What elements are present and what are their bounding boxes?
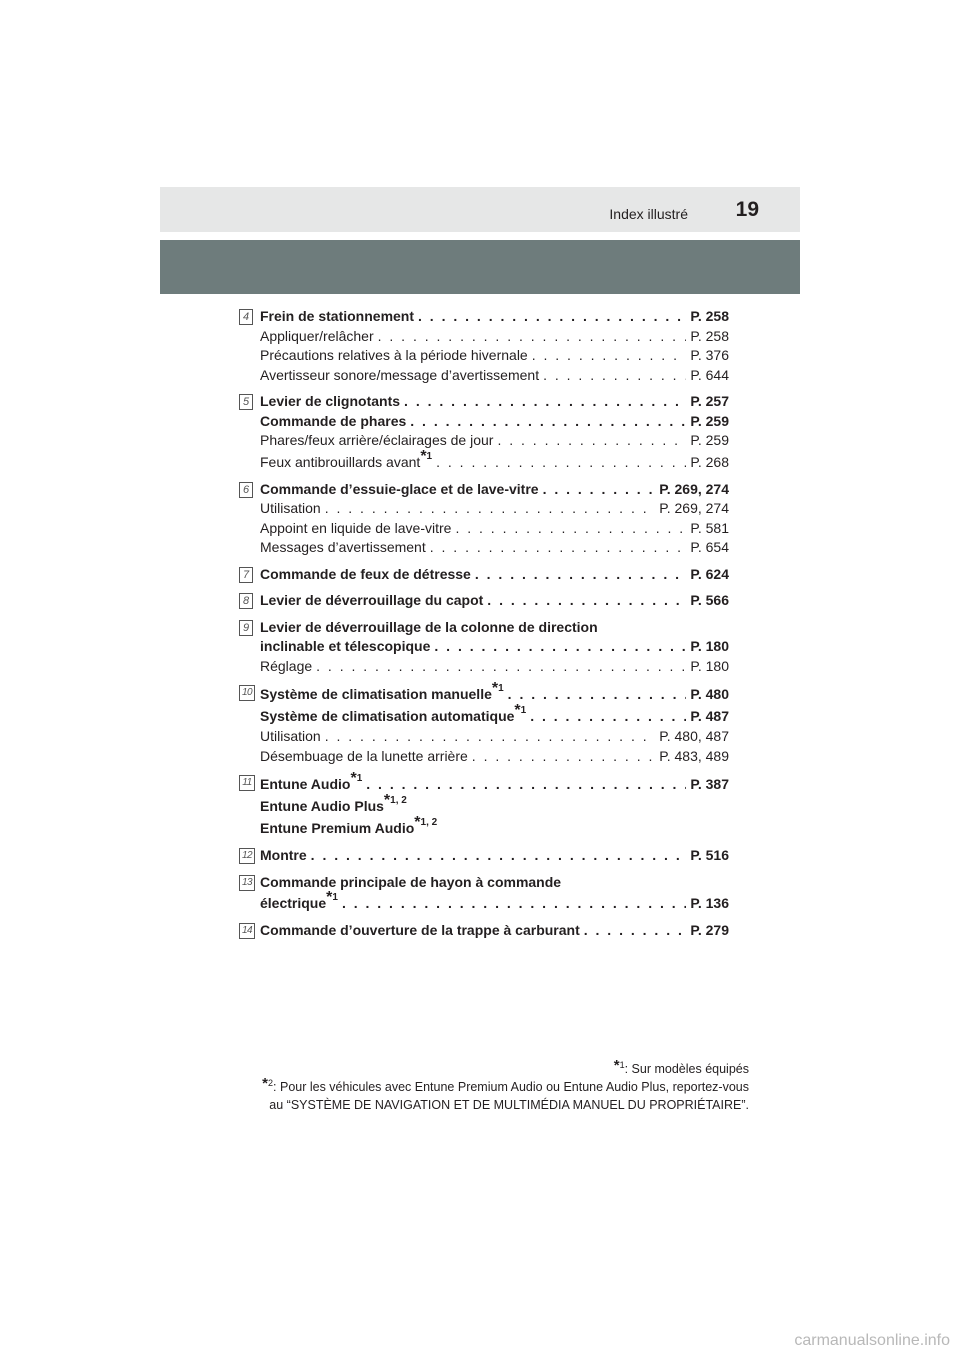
dot-leader <box>404 392 686 412</box>
index-entry[interactable] <box>260 565 729 585</box>
index-group <box>239 846 729 866</box>
footnote-ref-number: 1 <box>498 683 504 694</box>
entry-label <box>260 538 426 558</box>
footnote-ref: *1 <box>326 889 338 906</box>
entry-page-ref[interactable]: P. 480, 487 <box>659 728 729 744</box>
entry-label-text: Utilisation <box>260 500 321 516</box>
dot-leader <box>487 591 686 611</box>
index-entry[interactable] <box>260 412 729 432</box>
entry-page-ref[interactable]: P. 180 <box>690 638 729 654</box>
dot-leader <box>497 431 686 451</box>
dot-leader <box>325 727 655 747</box>
entry-label-text: Appoint en liquide de lave-vitre <box>260 519 452 536</box>
entry-page-ref[interactable]: P. 279 <box>690 922 729 938</box>
entry-label <box>260 392 400 412</box>
header-band-light <box>160 187 800 232</box>
entry-label-text: Levier de déverrouillage du capot <box>260 592 484 608</box>
entry-page-ref[interactable]: P. 644 <box>690 366 729 383</box>
entry-page-ref[interactable]: P. 257 <box>690 393 729 409</box>
entry-page-ref[interactable]: P. 566 <box>690 592 729 608</box>
entry-label <box>260 889 338 914</box>
index-entry[interactable] <box>260 519 729 539</box>
dot-leader <box>532 346 687 366</box>
dot-leader <box>530 705 686 727</box>
entry-label-text: Commande d’essuie-glace et de lave-vitre <box>260 480 539 497</box>
footnote-ref: *1 <box>420 447 433 465</box>
entry-label <box>260 565 471 585</box>
footnote-ref-number: 1, 2 <box>390 795 407 806</box>
entry-label-text: Frein de stationnement <box>260 308 415 324</box>
index-group <box>239 392 729 473</box>
index-entry[interactable] <box>260 792 729 817</box>
dot-leader <box>543 480 656 500</box>
index-entry[interactable] <box>260 307 729 327</box>
entry-label-text: inclinable et télescopique <box>260 638 431 654</box>
item-number-badge: 13 <box>239 875 255 891</box>
index-group <box>239 480 729 558</box>
entry-label-text: Phares/feux arrière/éclairages de jour <box>260 432 494 448</box>
index-entry[interactable] <box>260 327 729 347</box>
footnote-ref-number: 1 <box>332 892 338 903</box>
index-entry[interactable] <box>260 366 729 386</box>
item-number-badge: 9 <box>239 620 253 636</box>
index-entry[interactable] <box>260 591 729 611</box>
footnote-ref: *1, 2 <box>414 814 438 831</box>
entry-label <box>260 702 527 727</box>
index-group <box>239 770 729 839</box>
entry-page-ref[interactable]: P. 581 <box>690 519 729 536</box>
footnote-ref: *1 <box>350 770 363 787</box>
index-entry[interactable] <box>260 846 729 866</box>
index-group <box>239 618 729 677</box>
index-entry[interactable] <box>260 747 729 767</box>
dot-leader <box>475 565 686 585</box>
index-entry[interactable] <box>260 770 729 795</box>
entry-label <box>260 637 430 657</box>
index-group <box>239 680 729 766</box>
entry-label <box>260 657 312 677</box>
entry-label-text: Réglage <box>260 657 313 674</box>
index-entry[interactable] <box>260 921 729 941</box>
footnote-ref: *1, 2 <box>383 792 407 809</box>
index-group <box>239 873 729 915</box>
index-entry[interactable] <box>260 447 729 473</box>
entry-label-text: Commande d’ouverture de la trappe à carburant <box>260 922 580 938</box>
footnote-2-mark: 2 <box>268 1078 274 1088</box>
footnote-ref-number: 1 <box>426 450 433 462</box>
footnote-1-text: : Sur modèles équipés <box>624 1062 749 1076</box>
dot-leader <box>508 683 687 705</box>
header-band-dark <box>160 240 800 294</box>
entry-label-text: Système de climatisation manuelle <box>260 686 492 702</box>
entry-label <box>260 412 406 432</box>
footnote-ref-number: 1 <box>356 773 363 784</box>
entry-label <box>260 770 363 795</box>
entry-label <box>260 499 321 519</box>
index-entry[interactable] <box>260 727 729 747</box>
index-entry[interactable] <box>260 480 729 500</box>
item-number-badge: 11 <box>239 775 255 791</box>
entry-label <box>260 618 598 638</box>
entry-page-ref[interactable]: P. 487 <box>690 708 729 724</box>
entry-label-text: Désembuage de la lunette arrière <box>260 747 468 764</box>
dot-leader <box>584 921 687 941</box>
item-number-badge: 12 <box>239 848 255 864</box>
entry-label <box>260 519 451 539</box>
index-entry[interactable] <box>260 637 729 657</box>
entry-label-text: Levier de clignotants <box>260 393 401 409</box>
entry-label <box>260 814 438 839</box>
footnote-1: $^{*1}$: Sur modèles équipés <box>613 1057 749 1076</box>
entry-label-text: Montre <box>260 847 307 863</box>
dot-leader <box>342 892 686 914</box>
item-number-badge: 7 <box>239 567 253 583</box>
entry-page-ref[interactable]: P. 480 <box>690 686 729 702</box>
dot-leader <box>325 499 655 519</box>
dot-leader <box>434 637 686 657</box>
dot-leader <box>472 747 655 767</box>
dot-leader <box>418 307 686 327</box>
entry-label <box>260 846 307 866</box>
entry-page-ref[interactable]: P. 259 <box>690 412 729 429</box>
entry-label-text: Entune Audio Plus <box>260 798 384 814</box>
dot-leader <box>436 451 686 473</box>
section-title: Index illustré <box>609 206 688 222</box>
index-entry[interactable] <box>260 392 729 412</box>
index-list <box>239 307 729 948</box>
page-number: 19 <box>735 198 759 221</box>
entry-label-text: Appliquer/relâcher <box>260 327 374 344</box>
dot-leader <box>316 657 686 677</box>
dot-leader <box>311 846 687 866</box>
footnote-2-continued: au “SYSTÈME DE NAVIGATION ET DE MULTIMÉDIA MANUEL DU PROPRIÉTAIRE”. <box>269 1098 749 1112</box>
index-entry[interactable] <box>260 618 729 638</box>
dot-leader <box>430 538 687 558</box>
entry-page-ref[interactable]: P. 654 <box>690 539 729 555</box>
entry-page-ref[interactable]: P. 258 <box>690 308 729 324</box>
entry-label <box>260 447 433 473</box>
index-entry[interactable] <box>260 538 729 558</box>
index-group <box>239 307 729 385</box>
footnotes <box>262 1057 749 1114</box>
entry-page-ref[interactable]: P. 259 <box>690 432 729 448</box>
watermark[interactable]: carmanualsonline.info <box>794 1332 950 1349</box>
entry-label-text: Entune Audio <box>260 776 351 792</box>
item-number-badge: 4 <box>239 309 253 325</box>
entry-label <box>260 747 468 767</box>
index-entry[interactable] <box>260 499 729 519</box>
dot-leader <box>543 366 686 386</box>
entry-page-ref[interactable]: P. 269, 274 <box>659 480 729 497</box>
entry-page-ref[interactable]: P. 136 <box>690 895 729 911</box>
index-group <box>239 921 729 941</box>
footnote-1-mark: 1 <box>619 1060 625 1070</box>
entry-label <box>260 346 528 366</box>
entry-label <box>260 591 483 611</box>
index-entry[interactable] <box>260 680 729 705</box>
entry-label-text: Système de climatisation automatique <box>260 708 515 724</box>
entry-label <box>260 680 504 705</box>
entry-page-ref[interactable]: P. 624 <box>690 565 729 582</box>
entry-page-ref[interactable]: P. 258 <box>690 327 729 344</box>
entry-label-text: électrique <box>260 895 327 911</box>
footnote-2: $^{*2}$: Pour les véhicules avec Entune Premium Audio ou Entune Audio Plus, reportez-vous <box>262 1075 749 1094</box>
entry-label-text: Utilisation <box>260 728 321 744</box>
index-group <box>239 565 729 585</box>
index-entry[interactable] <box>260 889 729 914</box>
entry-label <box>260 727 321 747</box>
entry-label-text: Feux antibrouillards avant <box>260 453 421 470</box>
entry-label <box>260 792 407 817</box>
entry-label-text: Précautions relatives à la période hivernale <box>260 347 528 363</box>
index-entry[interactable] <box>260 657 729 677</box>
entry-label-text: Avertisseur sonore/message d’avertissement <box>260 366 540 383</box>
entry-label <box>260 366 539 386</box>
dot-leader <box>378 327 687 347</box>
entry-label-text: Messages d’avertissement <box>260 539 426 555</box>
footnote-ref-number: 1, 2 <box>420 817 438 828</box>
entry-label <box>260 921 580 941</box>
entry-label-text: Levier de déverrouillage de la colonne de direction <box>260 618 598 635</box>
item-number-badge: 6 <box>239 482 253 498</box>
index-entry[interactable] <box>260 431 729 451</box>
entry-page-ref[interactable]: P. 268 <box>690 453 729 470</box>
index-entry[interactable] <box>260 346 729 366</box>
entry-label <box>260 431 493 451</box>
footnote-2-text: : Pour les véhicules avec Entune Premium Audio ou Entune Audio Plus, reportez-vous <box>273 1080 749 1094</box>
entry-page-ref[interactable]: P. 376 <box>690 347 729 363</box>
entry-page-ref[interactable]: P. 483, 489 <box>659 747 729 764</box>
entry-page-ref[interactable]: P. 269, 274 <box>659 500 729 516</box>
entry-page-ref[interactable]: P. 387 <box>690 776 729 792</box>
index-entry[interactable] <box>260 814 729 839</box>
dot-leader <box>410 412 686 432</box>
dot-leader <box>366 773 686 795</box>
item-number-badge: 5 <box>239 394 253 410</box>
item-number-badge: 8 <box>239 593 253 609</box>
entry-label-text: Commande de phares <box>260 412 407 429</box>
footnote-ref: *1 <box>514 702 527 719</box>
entry-page-ref[interactable]: P. 516 <box>690 847 729 863</box>
item-number-badge: 14 <box>239 923 255 939</box>
entry-label-text: Commande principale de hayon à commande <box>260 873 562 890</box>
entry-label <box>260 873 561 893</box>
entry-label-text: Entune Premium Audio <box>260 820 415 836</box>
entry-label <box>260 307 414 327</box>
footnote-ref-number: 1 <box>520 705 527 716</box>
index-group <box>239 591 729 611</box>
footnote-ref: *1 <box>491 680 504 697</box>
item-number-badge: 10 <box>239 685 255 701</box>
dot-leader <box>455 519 686 539</box>
entry-label <box>260 480 539 500</box>
index-entry[interactable] <box>260 702 729 727</box>
entry-label <box>260 327 374 347</box>
entry-label-text: Commande de feux de détresse <box>260 565 471 582</box>
entry-page-ref[interactable]: P. 180 <box>690 657 729 674</box>
